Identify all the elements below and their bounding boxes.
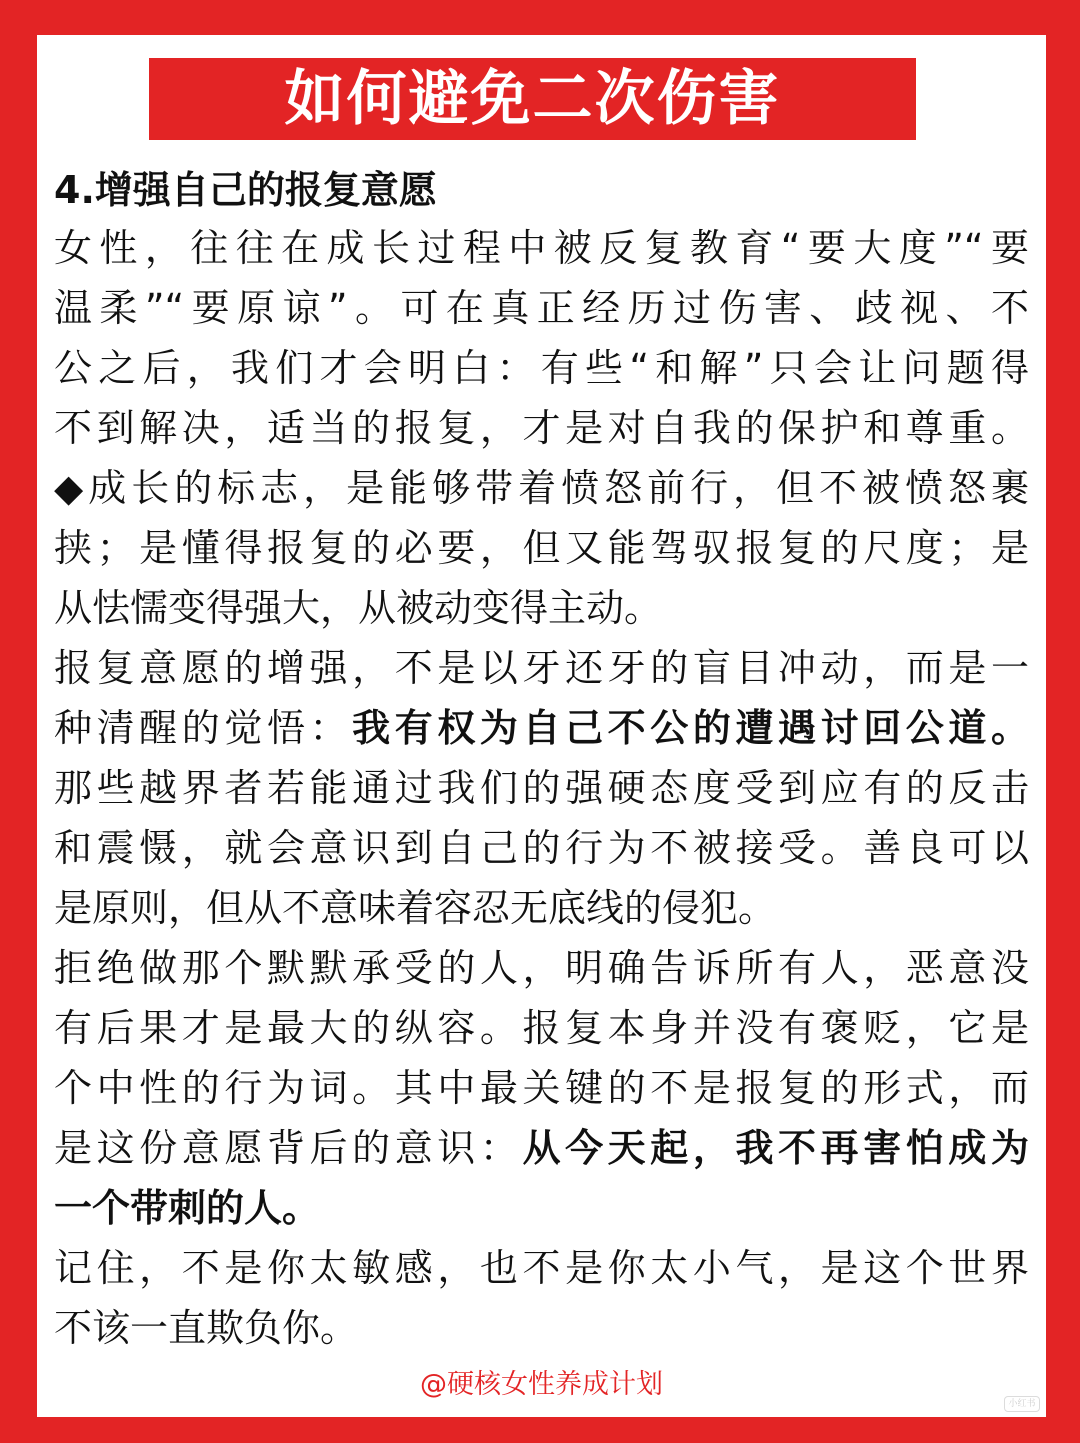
paragraph-line bbox=[54, 1178, 1029, 1238]
paragraph-line: 挟；是懂得报复的必要，但又能驾驭报复的尺度；是 bbox=[54, 526, 1029, 570]
paragraph-line: 不该一直欺负你。 bbox=[54, 1306, 359, 1350]
paragraph-line bbox=[54, 698, 1029, 758]
paragraph-line: 是原则，但从不意味着容忍无底线的侵犯。 bbox=[54, 886, 777, 930]
paragraph-line: 拒绝做那个默默承受的人，明确告诉所有人，恶意没 bbox=[54, 946, 1029, 990]
paragraph-line: 个中性的行为词。其中最关键的不是报复的形式，而 bbox=[54, 1066, 1029, 1110]
line-text: 种清醒的觉悟： bbox=[54, 706, 353, 750]
emphasis-text: 从今天起，我不再害怕成为 bbox=[522, 1126, 1029, 1170]
article-body bbox=[54, 162, 1029, 1358]
paragraph-line: 温柔”“要原谅”。可在真正经历过伤害、歧视、不 bbox=[54, 286, 1029, 330]
title-banner bbox=[149, 58, 916, 140]
paragraph-line bbox=[54, 1118, 1029, 1178]
emphasis-text: 一个带刺的人。 bbox=[54, 1186, 321, 1230]
paragraph-line: 女性，往往在成长过程中被反复教育“要大度”“要 bbox=[54, 226, 1029, 270]
paragraph-line: ◆成长的标志，是能够带着愤怒前行，但不被愤怒裹 bbox=[54, 466, 1029, 510]
paragraph-line: 公之后，我们才会明白：有些“和解”只会让问题得 bbox=[54, 346, 1029, 390]
section-heading: 4.增强自己的报复意愿 bbox=[54, 168, 437, 212]
paragraph-line: 记住，不是你太敏感，也不是你太小气，是这个世界 bbox=[54, 1246, 1029, 1290]
emphasis-text: 我有权为自己不公的遭遇讨回公道。 bbox=[352, 706, 1029, 750]
content-card bbox=[37, 35, 1046, 1417]
paragraph-line: 有后果才是最大的纵容。报复本身并没有褒贬，它是 bbox=[54, 1006, 1029, 1050]
paragraph-line: 和震慑，就会意识到自己的行为不被接受。善良可以 bbox=[54, 826, 1029, 870]
author-watermark: @硬核女性养成计划 bbox=[420, 1369, 663, 1400]
paragraph-line: 那些越界者若能通过我们的强硬态度受到应有的反击 bbox=[54, 766, 1029, 810]
paragraph-line: 不到解决，适当的报复，才是对自我的保护和尊重。 bbox=[54, 406, 1029, 450]
paragraph-line: 从怯懦变得强大，从被动变得主动。 bbox=[54, 586, 663, 630]
line-text: 是这份意愿背后的意识： bbox=[54, 1126, 523, 1170]
paragraph-line: 报复意愿的增强，不是以牙还牙的盲目冲动，而是一 bbox=[54, 646, 1029, 690]
page-title: 如何避免二次伤害 bbox=[284, 64, 781, 134]
platform-logo: 小红书 bbox=[1004, 1396, 1040, 1412]
